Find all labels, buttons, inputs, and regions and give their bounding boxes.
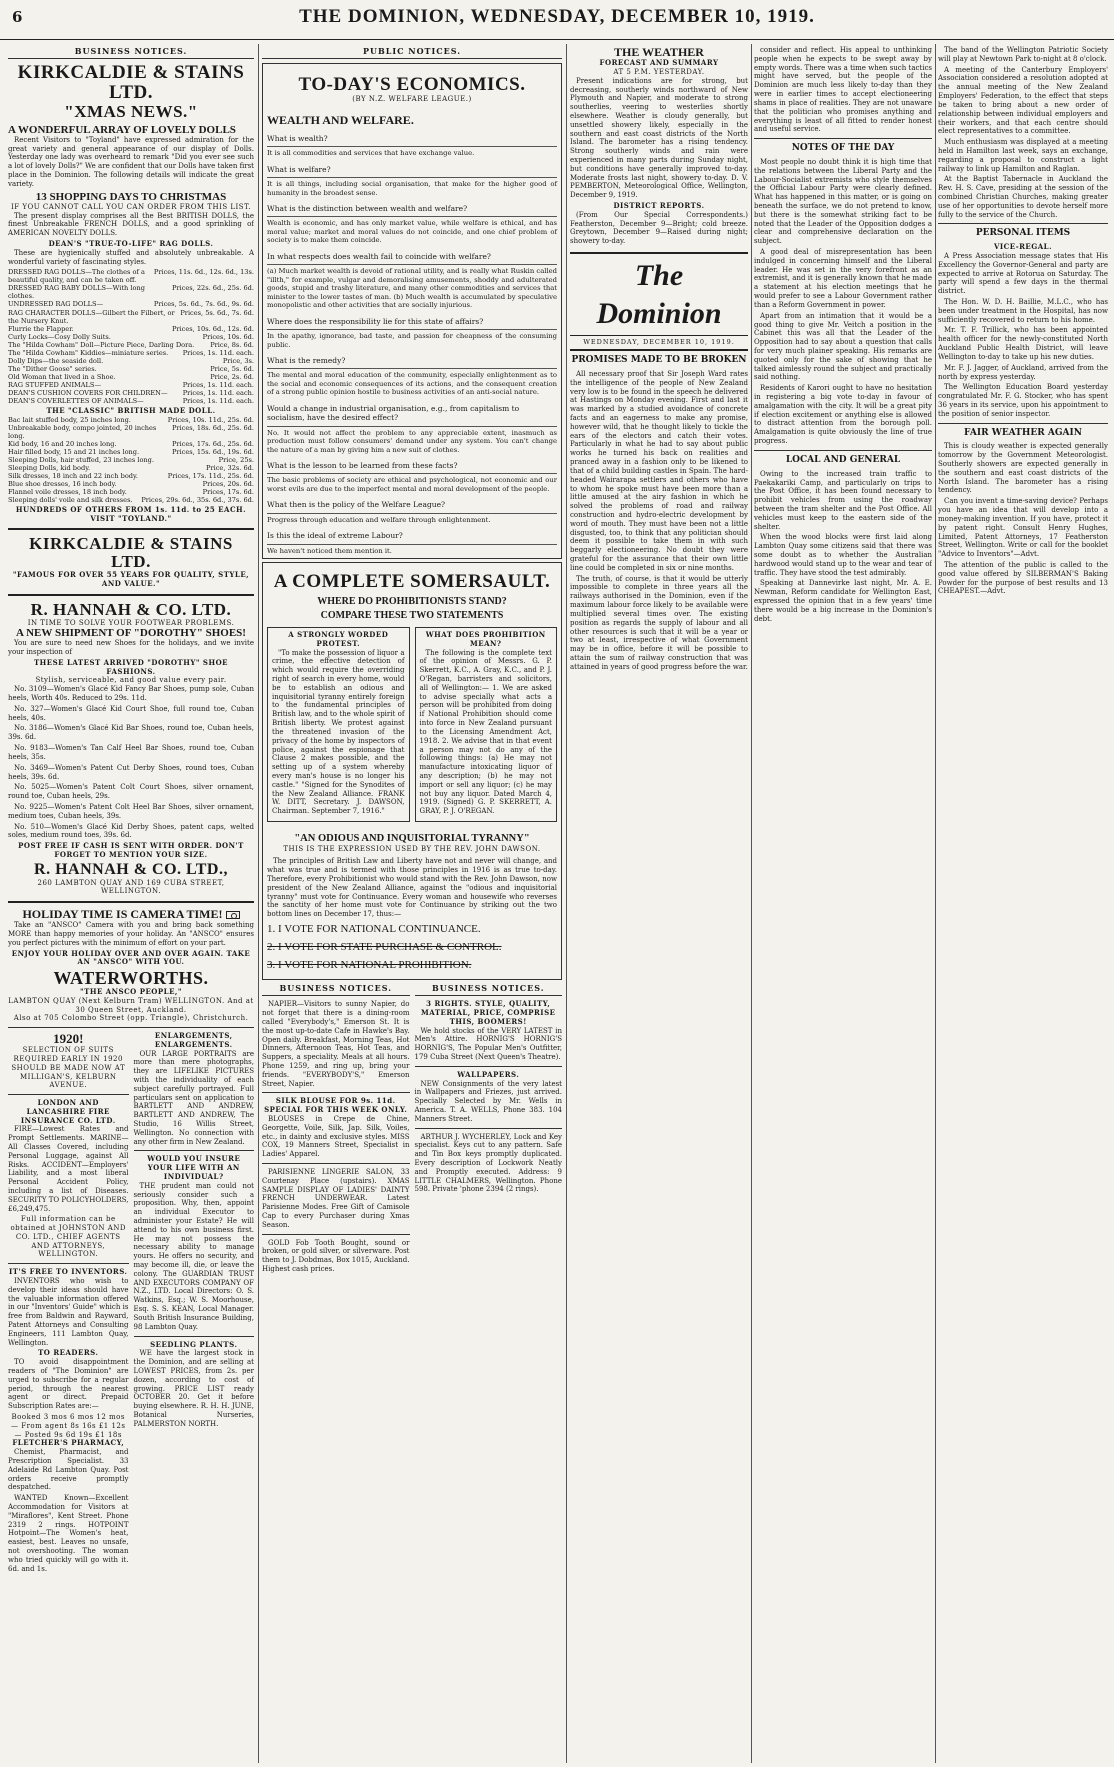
economics-title: TO-DAY'S ECONOMICS. (298, 74, 526, 95)
question: Would a change in industrial organisation, e.g., from capitalism to socialism, have the desired effect? (267, 403, 520, 423)
wallpapers-ad: NEW Consignments of the very latest in Wallpapers and Friezes, just arrived. Specially Selected by Mr. Wells in America. T. A. WELLS, Phone 383. 104 Manners Street. (414, 1079, 562, 1123)
price-row (8, 341, 254, 349)
divider (938, 423, 1108, 424)
camera-icon (226, 911, 240, 919)
prohibition-text: The following is the complete text of the opinion of Messrs. G. P. Skerrett, K.C., A. Gray, K.C., and P. J. O'Regan, barristers and solicitors, all of Wellington:— 1. We are asked to advise specially what acts a person will be prohibited from doing if National Prohibition should come into force in New Zealand pursuant to the Licensing Amendment Act, 1918. 2. We advise that in that event a person may not do any of the following things: (a) He may not manufacture intoxicating liquor of any description; (b) he may not import or sell any liquor; (c) he may not buy any liquor. Dated March 4, 1919. (Signed) G. P. SKERRETT, A. GRAY, P. J. O'REGAN. (419, 648, 552, 816)
price-row (8, 381, 254, 389)
item-price: Prices, 10s. 11d., 25s. 6d. (167, 415, 254, 424)
divider (262, 1092, 410, 1093)
page-number: 6 (12, 8, 23, 26)
news-paragraph: The band of the Wellington Patriotic Society will play at Newtown Park to-night at 8 o'clock. (938, 46, 1108, 63)
hannah-footer-title: R. HANNAH & CO. LTD., (34, 860, 228, 878)
divider (8, 1263, 129, 1264)
shoe-item: No. 327—Women's Glacé Kid Court Shoe, full round toe, Cuban heels, 40s. (8, 704, 254, 722)
item-price: Prices, 22s. 6d., 25s. 6d. (171, 284, 254, 293)
question: In what respects does wealth fail to coincide with welfare? (267, 251, 491, 261)
tyranny-heading: "AN ODIOUS AND INQUISITORIAL TYRANNY" (294, 833, 530, 845)
divider (754, 138, 932, 139)
column-weather-editorial (570, 46, 748, 1761)
item-price: Prices, 17s. 11d., 25s. 6d. (167, 471, 254, 480)
item-price: Prices, 18s. 6d., 25s. 6d. (171, 423, 254, 432)
divider (134, 1336, 255, 1337)
item-price: Prices, 17s. 6d., 25s. 6d. (171, 439, 254, 448)
column-rule (258, 44, 259, 1763)
price-row (8, 284, 254, 300)
hannah-title: R. HANNAH & CO. LTD. (30, 599, 232, 619)
answer: In the apathy, ignorance, bad taste, and passion for cheapness of the consuming public. (267, 329, 557, 349)
kirkcaldie-slogan: "FAMOUS FOR OVER 55 YEARS FOR QUALITY, STYLE, AND VALUE." (12, 570, 250, 588)
answer: The mental and moral education of the community, especially enlightenment as to the social and economic consequences of its actions, and the consequent creation of a strong public opinion hostile to business activities of an anti-social nature. (267, 368, 557, 396)
item-name: DEAN'S CUSHION COVERS FOR CHILDREN— (8, 388, 168, 397)
newspaper-title: THE DOMINION, WEDNESDAY, DECEMBER 10, 1919. (299, 6, 815, 27)
enlargements-text: OUR LARGE PORTRAITS are more than mere photographs, they are LIFELIKE PICTURES with the individuality of each subject carefully portrayed. Full particulars sent on application to BARTLETT AND ANDREW, BARTLETT AND ANDREW, The Studio, 16 Willis Street, Wellington. No connection with any other firm in New Zealand. (133, 1049, 254, 1146)
item-name: Dolly Dips—the seaside doll. (8, 356, 104, 365)
vote-state-purchase: 2. I VOTE FOR STATE PURCHASE & CONTROL. (267, 940, 502, 953)
classic-heading: THE "CLASSIC" BRITISH MADE DOLL. (46, 405, 216, 415)
item-name: Curly Locks—Cosy Dolly Suits. (8, 332, 111, 341)
item-name: Hair filled body, 15 and 21 inches long. (8, 447, 140, 456)
price-row (8, 480, 254, 488)
personal-paragraph: A Press Association message states that His Excellency the Governor-General and party are expected to arrive at Rotorua on Saturday. The party will spend a few days in the thermal district. (938, 251, 1108, 296)
divider (8, 528, 254, 530)
answer: It is all commodities and services that have exchange value. (267, 146, 557, 157)
answer: We haven't noticed them mention it. (267, 544, 557, 555)
wanted-text: WANTED Known—Excellent Accommodation for Visitors at "Miraflores", Kent Street. Phone 2319 2 rings. HOTPOINT Hotpoint—The Women's heat, easiest, best. Leaves no unsafe, not overshooting. The woman who tried quickly will go with it. 6d. and 1s. (8, 1494, 129, 1573)
column-notes (754, 46, 932, 1761)
waterworths-title: WATERWORTHS. (53, 968, 209, 989)
price-row (8, 300, 254, 308)
dolls-heading: A WONDERFUL ARRAY OF LOVELY DOLLS (8, 123, 236, 136)
price-row (8, 268, 254, 284)
divider (8, 901, 254, 903)
divider (134, 1150, 255, 1151)
silk-blouse-ad: SILK BLOUSE FOR 9s. 11d. SPECIAL FOR THIS WEEK ONLY. (264, 1096, 408, 1115)
divider (262, 1163, 410, 1164)
classic-doll-price-list (8, 416, 254, 504)
item-name: Kid body, 16 and 20 inches long. (8, 439, 117, 448)
price-row (8, 373, 254, 381)
item-price: Prices, 11s. 6d., 12s. 6d., 13s. (153, 268, 254, 277)
xmas-news-heading: "XMAS NEWS." (64, 101, 198, 121)
local-paragraph: When the wood blocks were first laid along Lambton Quay some citizens said that there was some doubt as to whether the Australian hardwood would stand up to the wear and tear of traffic. They have stood the test admirably. (754, 533, 932, 577)
item-price: Prices, 10s. 6d. (202, 332, 254, 341)
readers-heading: TO READERS. (38, 1348, 99, 1358)
news-paragraph: Much enthusiasm was displayed at a meeting held in Hamilton last week, says an exchange, regarding a proposal to construct a light railway to link up Hamilton and Raglan. (938, 138, 1108, 173)
waterworths-subtitle: "THE ANSCO PEOPLE," (79, 987, 183, 997)
price-row (8, 333, 254, 341)
personal-heading: PERSONAL ITEMS (975, 228, 1071, 239)
item-name: Old Woman that lived in a Shoe. (8, 372, 116, 381)
question: What is the distinction between wealth and welfare? (267, 204, 468, 214)
item-name: UNDRESSED RAG DOLLS— (8, 300, 104, 309)
section-heading: BUSINESS NOTICES. (262, 983, 410, 996)
district-heading: DISTRICT REPORTS. (613, 201, 705, 211)
shopping-days-heading: 13 SHOPPING DAYS TO CHRISTMAS (35, 190, 227, 203)
dateline: WEDNESDAY, DECEMBER 10, 1919. (570, 336, 748, 351)
shoe-item: No. 3186—Women's Glacé Kid Bar Shoes, round toe, Cuban heels, 39s. 6d. (8, 724, 254, 742)
weather-subtitle: FORECAST AND SUMMARY (599, 58, 719, 68)
item-name: Flannel voile dresses, 18 inch body. (8, 487, 127, 496)
item-name: Sleeping Dolls, hair stuffed, 23 inches long. (8, 455, 154, 464)
item-name: RAG STUFFED ANIMALS— (8, 380, 102, 389)
item-name: RAG CHARACTER DOLLS—Gilbert the Filbert, or the Nursery Knut. (8, 308, 175, 325)
enlargements-heading: ENLARGEMENTS, ENLARGEMENTS. (154, 1031, 233, 1049)
item-name: DEAN'S COVERLETTES OF ANIMALS— (8, 396, 144, 405)
lancashire-text: FIRE—Lowest Rates and Prompt Settlements. MARINE—All Classes Covered, including Personal Luggage, against All Risks. ACCIDENT—Employers' Liability, and a most liberal Personal Accident Policy, including a list of Diseases. SECURITY TO POLICYHOLDERS, £6,249,475. (8, 1125, 129, 1213)
wallpapers-heading: WALLPAPERS. (457, 1069, 520, 1079)
item-name: Unbreakable body, compo jointed, 20 inches long. (8, 423, 157, 440)
doll-price-list (8, 268, 254, 405)
question-answer-list (267, 134, 557, 555)
shoe-item: No. 5025—Women's Patent Colt Court Shoes, silver ornament, round toe, Cuban heels, 29s. (8, 783, 254, 801)
question: What is wealth? (267, 133, 328, 143)
blouses-ad: BLOUSES in Crepe de Chine, Georgette, Voile, Silk, Jap. Silk, Voiles, etc., in dainty and exclusive styles. MISS COX, 19 Manners Street, Specialist in Ladies' Apparel. (262, 1114, 410, 1159)
dorothy-fashions: THESE LATEST ARRIVED "DOROTHY" SHOE FASHIONS. (33, 657, 229, 676)
price-row (8, 472, 254, 480)
question: What is the remedy? (267, 356, 346, 366)
protest-heading: A STRONGLY WORDED PROTEST. (288, 630, 389, 648)
kirkcaldie-title: KIRKCALDIE & STAINS LTD. (17, 62, 245, 103)
statements-row (267, 624, 557, 825)
insure-text: THE prudent man could not seriously consider such a proposition. Why, then, appoint an individual Executor to administer your Estate? He will attend to his own business first. He may not possess the necessary ability to manage yours. He offers no security, and may become ill, die, or leave the colony. The GUARDIAN TRUST AND EXECUTORS COMPANY OF N.Z., LTD. Local Directors: O. S. Watkins, Esq.; W. S. Moorhouse, Esq. S. S. KEAN, Local Manager. South British Insurance Building, 98 Lambton Quay. (133, 1181, 254, 1331)
question: Is this the ideal of extreme Labour? (267, 531, 403, 541)
shoe-item: No. 3469—Women's Patent Cut Derby Shoes, round toes, Cuban heels, 39s. 6d. (8, 763, 254, 781)
question: Where does the responsibility lie for this state of affairs? (267, 316, 484, 326)
locksmith-ad: ARTHUR J. WYCHERLEY, Lock and Key specialist. Keys cut to any pattern. Safe and Tin Box keys promptly duplicated. Every description of Lockwork Neatly and Promptly executed. Address: 9 LITTLE CHALMERS, Wellington. Phone 598. Private 'phone 2394 (2 rings). (414, 1132, 562, 1194)
question: What is the lesson to be learned from these facts? (267, 461, 458, 471)
column-personal (938, 46, 1108, 1761)
post-free-notice: POST FREE IF CASH IS SENT WITH ORDER. DON'T FORGET TO MENTION YOUR SIZE. (18, 841, 244, 859)
vote-continuance: 1. I VOTE FOR NATIONAL CONTINUANCE. (267, 923, 481, 935)
dolls-text: Recent Visitors to "Toyland" have expressed admiration for the great variety and general appearance of our display of Dolls. Yesterday one lady was overheard to remark "Did you ever see such a lot of lovely Dolls?" We are confident that our Dolls have taken first place in the Dominion. The following details will indicate the great variety. (8, 135, 254, 188)
year-heading: 1920! (53, 1031, 84, 1047)
item-name: The "Hilda Cowham" Kiddies—miniature series. (8, 348, 169, 357)
divider (938, 223, 1108, 224)
masthead (0, 0, 1114, 40)
column-rule (751, 44, 752, 1763)
item-price: Price, 25s. (218, 455, 254, 464)
divider (8, 594, 254, 596)
item-price: Prices, 5s. 6d., 7s. 6d. (180, 308, 254, 317)
small-ads-row (8, 1032, 254, 1575)
item-name: Sleeping dolls' voile and silk dresses. (8, 495, 133, 504)
divider (754, 450, 932, 451)
milligans-text: SELECTION OF SUITS REQUIRED EARLY IN 1920 SHOULD BE MADE NOW AT MILLIGAN'S, KELBURN AVENUE. (11, 1046, 126, 1090)
napier-ad: NAPIER—Visitors to sunny Napier, do not forget that there is a dining-room called "Everybody's," Emerson St. It is the most up-to-date Cafe in Hawke's Bay. Open daily. Breakfast, Morning Teas, Hot Dinners, Afternoon Teas, Hot Teas, and Suppers, a speciality. Meals at all hours. Phone 1259, and ring up, bring your friends. "EVERYBODY'S," Emerson Street, Napier. (262, 1000, 410, 1088)
question: What then is the policy of the Welfare League? (267, 500, 446, 510)
price-row (8, 456, 254, 464)
answer: It is all things, including social organisation, that make for the higher good of humanity in the broadest sense. (267, 177, 557, 197)
holiday-tagline: ENJOY YOUR HOLIDAY OVER AND OVER AGAIN. TAKE AN "ANSCO" WITH YOU. (11, 948, 251, 967)
item-price: Price, 32s. 6d. (206, 463, 254, 472)
inventor-advt: Can you invent a time-saving device? Perhaps you have an idea that will develop into a money-making invention. If you have, protect it by patent right. Consult Henry Hughes, Limited, Patent Attorneys, 17 Featherston Street, Wellington. Write or call for the booklet "Advice to Inventors"—Advt. (938, 497, 1108, 559)
lancashire-footer: Full information can be obtained at JOHNSTON AND CO. LTD., CHIEF AGENTS AND ATTORNEYS, WELLINGTON. (10, 1215, 127, 1259)
item-price: Prices, 1s. 11d. each. (182, 380, 254, 389)
tyranny-subtitle: THIS IS THE EXPRESSION USED BY THE REV. JOHN DAWSON. (283, 844, 541, 853)
item-price: Prices, 1s. 11d. each. (182, 396, 254, 405)
readers-text: TO avoid disappointment readers of "The Dominion" are urged to subscribe for a regular period, through the nearest agent or direct. Prepaid Subscription Rates are:— (8, 1358, 129, 1411)
editorial-continued: consider and reflect. His appeal to unthinking people when he expects to be swept away by empty words. There was a time when such tactics might have served, but the people of the Dominion are much less likely to-day than they were in earlier times to accept electioneering shams in place of realities. They are not unaware that the politician who promises anything and everything is least of all fitted to render honest and useful service. (754, 46, 932, 134)
local-general-heading: LOCAL AND GENERAL (785, 454, 901, 465)
weather-forecast: Present indications are for strong, but decreasing, southerly winds northward of New Plymouth and Napier, and moderate to strong southerlies, veering to westerlies shortly elsewhere. Weather is cloudy generally, but unsettled showery likely, especially in the southern and east coast districts of the North Island. The barometer has a rising tendency. Strong southerly winds and rain were experienced in many parts during Sunday night, but conditions have generally improved to-day. Moderate frosts last night, showery to-day. D. V. PEMBERTON, Meteorological Office, Wellington, December 9, 1919. (570, 76, 748, 200)
somersault-title: A COMPLETE SOMERSAULT. (273, 571, 551, 593)
item-price: Prices, 10s. 6d., 12s. 6d. (171, 324, 254, 333)
seedling-heading: SEEDLING PLANTS. (150, 1339, 238, 1349)
shoe-item: No. 9225—Women's Patent Colt Heel Bar Shoes, silver ornament, medium toes, Cuban heels, 39s. (8, 802, 254, 820)
prohibition-heading: WHAT DOES PROHIBITION MEAN? (425, 630, 546, 648)
local-paragraph: Speaking at Dannevirke last night, Mr. A. E. Newman, Reform candidate for Wellington East, expressed the opinion that in a few years' time there would be a big increase in the Dominion's debt. (754, 579, 932, 623)
subscription-rates: Booked 3 mos 6 mos 12 mos — From agent 8s 16s £1 12s — Posted 9s 6d 19s £1 18s (11, 1413, 126, 1439)
dean-heading: DEAN'S "TRUE-TO-LIFE" RAG DOLLS. (48, 238, 214, 248)
hannah-subtitle: IN TIME TO SOLVE YOUR FOOTWEAR PROBLEMS. (27, 618, 235, 627)
notes-paragraph: Most people no doubt think it is high time that the relations between the Liberal Party and the Labour-Socialist extremists who style themselves the Official Labour Party were clearly defined. What has happened in this matter, or is going on beneath the surface, we do not pretend to know, but there is the somewhat striking fact to be noted that the Leader of the Opposition dodges a clear and comprehensive declaration on the subject. (754, 157, 932, 246)
fair-weather-text: This is cloudy weather is expected generally tomorrow by the Government Meteorologist. Southerly showers are expected generally in the southern and east coast districts of the North Island. The barometer has a rising tendency. (938, 442, 1108, 495)
item-price: Price, 8s. 6d. (210, 340, 254, 349)
column-rule (935, 44, 936, 1763)
editorial-paragraph: The truth, of course, is that it would be utterly impossible to complete in three years all the railways authorised in the Dominion, even if the maximum labour force likely to be available were multiplied several times over. The existing position as regards the supply of labour and all other resources is such that it will be a year or two at least, irrespective of what Government may be in office, before it will be possible to attain the sum of railway construction that was attained in years of good progress before the war. (570, 574, 748, 671)
wealth-welfare-heading: WEALTH AND WELFARE. (267, 112, 414, 127)
vote-prohibition: 3. I VOTE FOR NATIONAL PROHIBITION. (267, 958, 472, 971)
price-row (8, 496, 254, 504)
baking-powder-advt: The attention of the public is called to the good value offered by SILBERMAN'S Baking Powder for the purpose of best results and 13 CHEAPEST.—Advt. (938, 560, 1108, 596)
price-row (8, 464, 254, 472)
answer: (a) Much market wealth is devoid of rational utility, and is really what Ruskin called "illth," for example, vulgar and demoralising amusements, shoddy and adulterated goods, stupid and trashy literature, and many other commodities and services that minister to the lower tastes of man. (b) Much wealth is accumulated by speculative monopolistic and other activities that are socially injurious. (267, 264, 557, 309)
shoe-list (8, 685, 254, 840)
divider (8, 1027, 254, 1028)
item-price: Prices, 5s. 6d., 7s. 6d., 9s. 6d. (153, 300, 254, 309)
price-row (8, 448, 254, 456)
rights-heading: 3 RIGHTS. STYLE, QUALITY, MATERIAL, PRICE, COMPRISE THIS, BOOMERS! (421, 999, 556, 1026)
dorothy-intro: You are sure to need new Shoes for the holidays, and we invite your inspection of (8, 639, 254, 657)
somersault-subtitle: WHERE DO PROHIBITIONISTS STAND? (317, 596, 507, 608)
notes-paragraph: Residents of Karori ought to have no hesitation in registering a big vote to-day in favour of amalgamation with the city. It will be a great pity if election excitement or anything else is allowed to distract attention from the borough poll. Amalgamation is quite obviously the line of true progress. (754, 384, 932, 446)
shoe-item: No. 510—Women's Glacé Kid Derby Shoes, patent caps, welted soles, medium round toes, 39s. 6d. (8, 822, 254, 840)
personal-paragraph: Mr. F. J. Jagger, of Auckland, arrived from the north by express yesterday. (938, 363, 1108, 381)
item-name: Flurrie the Flapper. (8, 324, 74, 333)
column-public-notices (262, 46, 562, 1761)
personal-paragraph: The Hon. W. D. H. Baillie, M.L.C., who has been under treatment in the Hospital, has now sufficiently recovered to return to his home. (938, 298, 1108, 324)
hornig-ad: We hold stocks of the VERY LATEST in Men's Attire. HORNIG'S HORNIG'S HORNIG'S, The Popular Men's Outfitter, 179 Cuba Street (Next Queen's Theatre). (414, 1026, 562, 1061)
item-name: The "Hilda Cowham" Doll—Picture Piece, Darling Dora. (8, 340, 195, 349)
fletcher-heading: FLETCHER'S PHARMACY, (12, 1438, 125, 1448)
price-row (8, 424, 254, 440)
local-paragraph: Owing to the increased train traffic to Paekakariki Camp, and particularly on trips to the Post Office, it has been found necessary to prohibit vehicles from using the roadway between the tram shelter and the Post Office. All vehicles must keep to the eastern side of the shelter. (754, 469, 932, 531)
lingerie-ad: PARISIENNE LINGERIE SALON, 33 Courtenay Place (upstairs). XMAS SAMPLE DISPLAY OF LADIES' DAINTY FRENCH UNDERWEAR. Latest Parisienne Modes. Free Gift of Camisole Cap to every Purchaser during Xmas Season. (262, 1167, 410, 1229)
section-heading: BUSINESS NOTICES. (415, 983, 563, 996)
answer: The basic problems of society are ethical and psychological, not economic and our worst evils are due to the imperfect mental and moral development of the people. (267, 473, 557, 493)
item-name: Sleeping Dolls, kid body. (8, 463, 91, 472)
business-notices-row (262, 983, 562, 1276)
price-row (8, 357, 254, 365)
answer: Wealth is economic, and has only market value, while welfare is ethical, and has moral value; market and moral values do not coincide, and one chief problem of society is to make them coincide. (267, 216, 557, 244)
section-heading: BUSINESS NOTICES. (8, 46, 254, 59)
economics-ad (262, 63, 562, 559)
lancashire-heading: LONDON AND LANCASHIRE FIRE INSURANCE CO. LTD. (20, 1098, 116, 1125)
section-heading: PUBLIC NOTICES. (262, 46, 562, 59)
order-notice: IF YOU CANNOT CALL YOU CAN ORDER FROM THIS LIST. (11, 202, 251, 211)
price-row (8, 440, 254, 448)
column-rule (566, 44, 567, 1763)
kirkcaldie-footer-title: KIRKCALDIE & STAINS LTD. (29, 534, 233, 572)
notes-paragraph: Apart from an intimation that it would be a good thing to give Mr. Veitch a position in the Cabinet this was all that the Leader of the Opposition had to say about a question that calls for very much plainer speaking. His remarks are quoted only for the sake of showing that he talked aimlessly round the subject and practically said nothing. (754, 311, 932, 382)
gold-ad: GOLD Fob Tooth Bought, sound or broken, or gold silver, or silverware. Post them to J. Dobdmas, Box 1015, Auckland. Highest cash prices. (262, 1238, 410, 1274)
notes-heading: NOTES OF THE DAY (791, 143, 895, 154)
shoe-item: No. 9183—Women's Tan Calf Heel Bar Shoes, round toe, Cuban heels, 35s. (8, 744, 254, 761)
compare-heading: COMPARE THESE TWO STATEMENTS (320, 610, 504, 622)
price-row (8, 488, 254, 496)
inventors-text: INVENTORS who wish to develop their ideas should have the valuable information offered in our "Inventors' Guide" which is free from Baldwin and Rayward, Patent Attorneys and Consulting Engineers, 111 Lambton Quay, Wellington. (8, 1276, 129, 1347)
district-reports: (From Our Special Correspondents.) Featherston, December 9—Bright; cold breeze. Greytown, December 9—Raised during night; showery to-day. (570, 210, 748, 246)
tyranny-text: The principles of British Law and Liberty have not and never will change, and what was true and is termed with those principles in 1916 is as true to-day. Therefore, every Prohibitionist who would stand with the Rev. John Dawson, now president of the New Zealand Alliance, against the "odious and inquisitorial tyranny" must vote for Continuance. Every woman and housewife who reverses the sanctity of her home must vote for Continuance by striking out the two bottom lines on December 17, thus:— (267, 857, 557, 919)
editorial-paragraph: All necessary proof that Sir Joseph Ward rates the intelligence of the people of New Zealand very low is to be found in the speech he delivered at Hastings on Monday evening. First and last it was marked by a studied avoidance of concrete facts and an eagerness to make any promise, however wild, that he thought likely to tickle the ears of the electors and catch their votes. Particularly in what he had to say about public works he turned his back on realities and pranced away in a fashion only to be likened to that of a child building castles in Spain. The hard-headed Wairarapa settlers and others who have to whom he spoke must have been more than a little amused at the airy fashion in which he solved the problems of road and railway construction and hydro-electric development by word of mouth. They must have been not a little disgusted, too, to think that any politician should deem it possible to take them in with such beggarly electioneering. No doubt they were grateful for the assurance that their own little line could be completed in six or nine months. (570, 369, 748, 572)
inventors-heading: IT'S FREE TO INVENTORS. (9, 1267, 128, 1277)
item-name: DRESSED RAG DOLLS—The clothes of a beautiful quality, and can be taken off. (8, 268, 145, 285)
dorothy-tagline: Stylish, serviceable, and good value every pair. (35, 676, 227, 685)
divider (415, 1128, 563, 1129)
price-row (8, 365, 254, 373)
answer: Progress through education and welfare through enlightenment. (267, 513, 557, 524)
price-row (8, 349, 254, 357)
economics-byline: (BY N.Z. WELFARE LEAGUE.) (352, 94, 472, 103)
protest-text: "To make the possession of liquor a crime, the effective detection of which would require the overriding right of search in every home, would be to establish an odious and inquisitorial tyranny entirely foreign to the fundamental principles of British law, and to the whole spirit of British liberty. We protest against the threatened invasion of the privacy of the home by inspectors of police, against the espionage that Clause 2 makes possible, and the setting up of a system whereby every man's house is no longer his castle." "Signed for the Synodites of the New Zealand Alliance. FRANK W. DITT, Secretary. J. DAWSON, Chairman. September 7, 1916." (272, 648, 405, 816)
item-price: Prices, 17s. 6d. (202, 487, 254, 496)
answer: No. It would not affect the problem to any appreciable extent, inasmuch as production must follow consumers' demand under any system. You can't change the nature of a man by giving him a new suit of clothes. (267, 426, 557, 454)
news-paragraph: A meeting of the Canterbury Employers' Association considered a resolution adopted at the annual meeting of the New Zealand Employers' Federation, to the effect that steps be taken to bring about a new order of relationship between individual employers and their workers, and that each centre should elect representatives to a committee. (938, 65, 1108, 136)
weather-heading: THE WEATHER (614, 46, 704, 59)
item-price: Prices, 1s. 11d. each. (182, 348, 254, 357)
fletcher-text: Chemist, Pharmacist, and Prescription Specialist. 33 Adelaide Rd Lambton Quay. Post orders receive promptly despatched. (8, 1448, 129, 1492)
dorothy-heading: A NEW SHIPMENT OF "DOROTHY" SHOES! (16, 627, 246, 640)
hundreds-notice: HUNDREDS OF OTHERS FROM 1s. 11d. to 25 EACH. VISIT "TOYLAND." (15, 504, 247, 523)
item-price: Prices, 15s. 6d., 19s. 6d. (171, 447, 254, 456)
price-row (8, 325, 254, 333)
item-name: DRESSED RAG BABY DOLLS—With long clothes. (8, 284, 145, 301)
item-price: Prices, 20s. 6d. (202, 479, 254, 488)
fair-weather-heading: FAIR WEATHER AGAIN (964, 427, 1082, 438)
news-paragraph: At the Baptist Tabernacle in Auckland the Rev. H. S. Cave, presiding at the session of the combined Christian Churches, making greater use of her opportunities to devote herself more fully to the service of the Church. (938, 175, 1108, 219)
editorial-heading: PROMISES MADE TO BE BROKEN (571, 355, 747, 366)
personal-paragraph: The Wellington Education Board yesterday congratulated Mr. F. G. Stocker, who has spent 36 years in its service, upon his appointment to the position of senior inspector. (938, 383, 1108, 418)
doll-intro: The present display comprises all the Best BRITISH DOLLS, the finest Unbreakable FRENCH DOLLS, and a good sprinkling of AMERICAN NOVELTY DOLLS. (8, 211, 254, 238)
item-price: Price, 3s. (222, 356, 254, 365)
item-price: Prices, 1s. 11d. each. (182, 388, 254, 397)
price-row (8, 397, 254, 405)
personal-paragraph: Mr. T. F. Trillick, who has been appointed health officer for the newly-constituted North Auckland Public Health District, will leave Wellington to-day to take up his new duties. (938, 326, 1108, 361)
notes-paragraph: A good deal of misrepresentation has been indulged in concerning himself and the Liberal leader. He was set in the very forefront as an extremist, and it is generally known that he made a statement at his election meetings that he would prefer to see a Labour Government rather than a Reform Government in power. (754, 248, 932, 309)
price-row (8, 309, 254, 325)
item-name: Bac lait stuffed body, 25 inches long. (8, 415, 131, 424)
weather-time: AT 5 P.M. YESTERDAY. (613, 67, 705, 76)
divider (415, 1066, 563, 1067)
insure-heading: WOULD YOU INSURE YOUR LIFE WITH AN INDIVIDUAL? (147, 1154, 241, 1181)
item-price: Price, 2s. 6d. (210, 372, 254, 381)
vice-regal-heading: VICE-REGAL. (993, 242, 1053, 252)
divider (262, 1234, 410, 1235)
item-name: Silk dresses, 18 inch and 22 inch body. (8, 471, 138, 480)
item-name: Blue shoe dresses, 16 inch body. (8, 479, 117, 488)
item-price: Prices, 29s. 6d., 35s. 6d., 37s. 6d. (141, 495, 254, 504)
item-name: The "Dither Goose" series. (8, 364, 97, 373)
shoe-item: No. 3109—Women's Glacé Kid Fancy Bar Shoes, pump sole, Cuban heels, Worth 40s. Reduced to 29s. 11d. (8, 685, 254, 703)
price-row (8, 389, 254, 397)
waterworths-address: LAMBTON QUAY (Next Kelburn Tram) WELLINGTON. And at 30 Queen Street, Auckland. (8, 996, 254, 1014)
dean-text: These are hygienically stuffed and absolutely unbreakable. A wonderful variety of fascinating styles. (8, 248, 254, 266)
hannah-address: 260 LAMBTON QUAY AND 169 CUBA STREET, WELLINGTON. (37, 878, 225, 896)
price-row (8, 416, 254, 424)
seedling-text: WE have the largest stock in the Dominion, and are selling at LOWEST PRICES, from 2s. per dozen, according to cost of growing. PRICE LIST ready OCTOBER 20. Get it before buying elsewhere. R. H. H. JUNE, Botanical Nurseries, PALMERSTON NORTH. (133, 1349, 254, 1428)
holiday-heading: HOLIDAY TIME IS CAMERA TIME! (8, 908, 254, 921)
item-price: Price, 5s. 6d. (210, 364, 254, 373)
question: What is welfare? (267, 164, 331, 174)
waterworths-address-2: Also at 705 Colombo Street (opp. Triangle), Christchurch. (13, 1014, 249, 1023)
holiday-text: Take an "ANSCO" Camera with you and bring back something MORE than happy memories of your holiday. An "ANSCO" ensures you perfect pictures with the minimum of effort on your part. (8, 921, 254, 947)
divider (8, 1094, 129, 1095)
dominion-masthead: The Dominion (570, 252, 748, 336)
column-business-notices (8, 46, 254, 1761)
somersault-ad (262, 562, 562, 980)
